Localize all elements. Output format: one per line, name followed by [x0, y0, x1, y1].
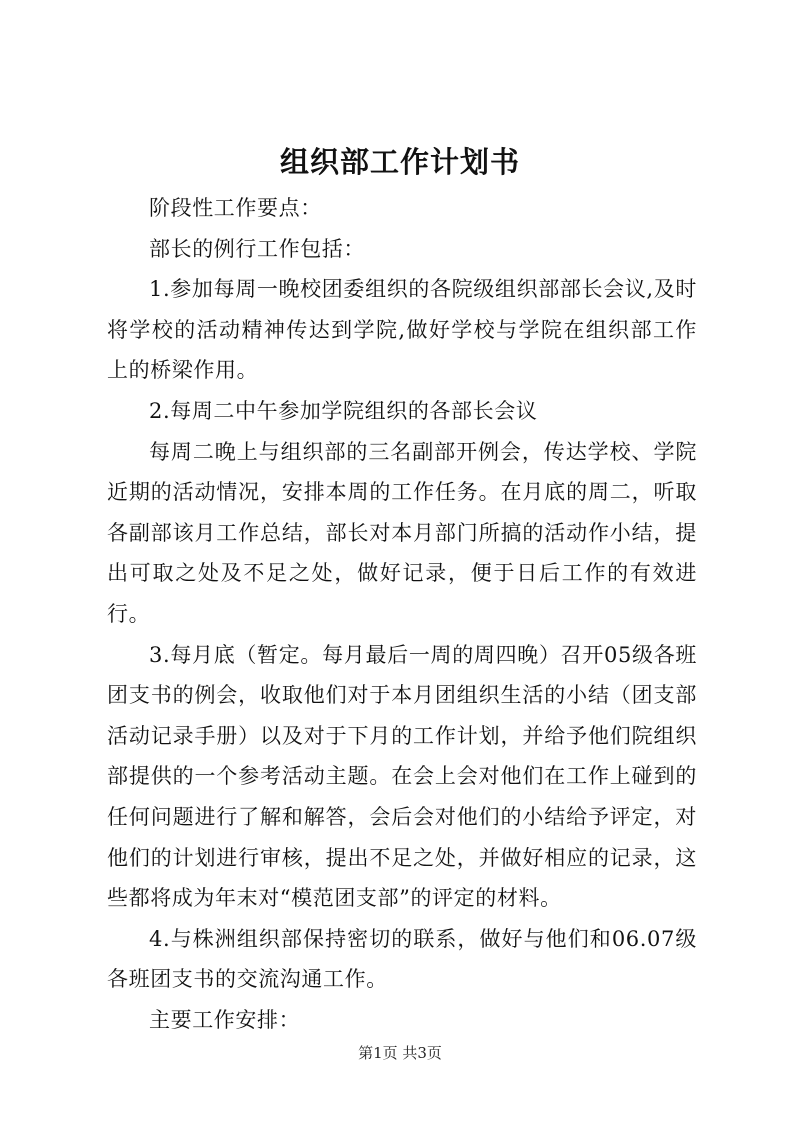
paragraph-item-1: 1.参加每周一晚校团委组织的各院级组织部部长会议,及时将学校的活动精神传达到学院,做好学校与学院在组织部工作上的桥梁作用。: [107, 277, 697, 383]
paragraph-main-arrangements: 主要工作安排：: [149, 1007, 301, 1032]
paragraph-routine-intro: 部长的例行工作包括：: [149, 236, 365, 261]
paragraph-item-3: 3.每月底（暂定。每月最后一周的周四晚）召开05级各班团支书的例会，收取他们对于本月团组织生活的小结（团支部活动记录手册）以及对于下月的工作计划，并给予他们院组织部提供的一个参考活动主题。在会上会对他们在工作上碰到的任何问题进行了解和解答，会后会对他们的小结给予评定，对他们的计划进行审核，提出不足之处，并做好相应的记录，这些都将成为年末对“模范团支部”的评定的材料。: [107, 642, 697, 911]
paragraph-item-4: 4.与株洲组织部保持密切的联系，做好与他们和06.07级各班团支书的交流沟通工作。: [107, 926, 697, 992]
paragraph-stage-points: 阶段性工作要点：: [149, 196, 322, 220]
page-title: 组织部工作计划书: [279, 145, 520, 179]
paragraph-item-2: 2.每周二中午参加学院组织的各部长会议: [149, 398, 538, 423]
paragraph-weekly-meeting: 每周二晚上与组织部的三名副部开例会，传达学校、学院近期的活动情况，安排本周的工作任务。在月底的周二，听取各副部该月工作总结，部长对本月部门所搞的活动作小结，提出可取之处及不足之处，做好记录，便于日后工作的有效进行。: [107, 439, 697, 626]
page-footer: 第1页 共3页: [358, 1044, 442, 1062]
document-body: [107, 188, 697, 1040]
